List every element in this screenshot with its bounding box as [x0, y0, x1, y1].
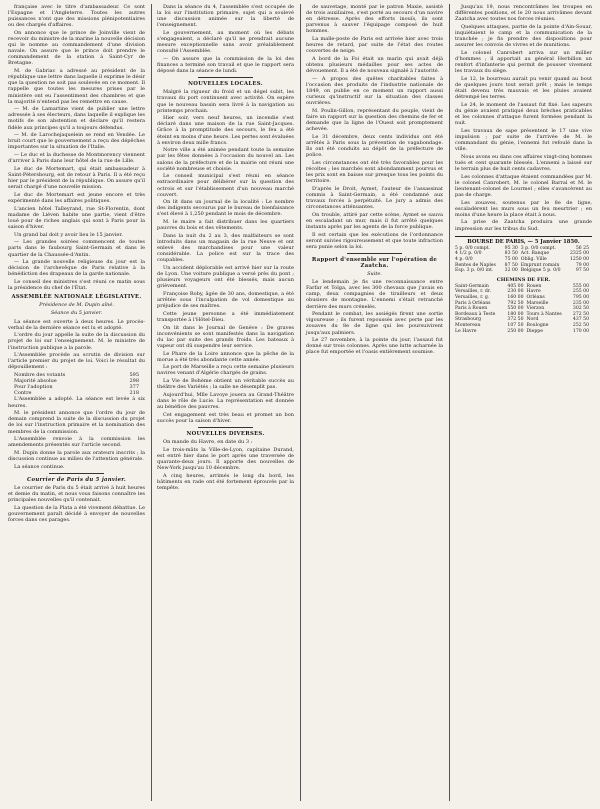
table-row: Paris à Rouen 550 00 Vierzon 302 50: [455, 306, 589, 312]
paragraph: Le gouvernement, au moment où les débats s'engageaient, a déclaré qu'il ne prendrait aucune mesure exceptionnelle sans avoir préalablement consulté l'Assemblée.: [157, 29, 294, 55]
newspaper-page: [8, 4, 592, 801]
paragraph: M. de Gabriac a adressé au président de la république une lettre dans laquelle il exprime le désir que la question ne soit pas soulevée en ce moment. Il rappelle que toutes les mesures prises par le ministère ont eu l'assentiment des chambres et que la majorité n'entend pas les remettre en cause.: [8, 68, 145, 105]
paragraph: Un grand bal doit y avoir lieu le 15 janvier.: [14, 231, 123, 238]
paragraph: — M. de Larochejaquelein se rend en Vendée. Le bruit court que le gouvernement a reçu des dépêches importantes sur la situation de l'Italie.: [8, 132, 145, 151]
paragraph: Cet engagement est très beau et promet un bon succès pour la saison d'hiver.: [157, 411, 294, 424]
paragraph: La question de la Plata a été vivement débattue. Le gouvernement paraît décidé à envoyer de nouvelles forces dans ces parages.: [8, 504, 145, 523]
railways-table: [455, 284, 592, 334]
paragraph: Le Phare de la Loire annonce que la pêche de la morue a été très abondante cette année.: [157, 350, 294, 363]
paragraph: Hier soir, vers neuf heures, un incendie s'est déclaré dans une maison de la rue Saint-Jacques. Grâce à la promptitude des secours, le feu a été éteint en moins d'une heure. Les pertes sont évaluées à environ deux mille francs.: [157, 115, 294, 146]
table-row: Rentes de Naples 87 50 Emprunt romain 79 00: [455, 262, 589, 268]
paragraph: L'Assemblée a adopté. La séance est levée à six heures.: [8, 396, 145, 409]
paragraph: Jusqu'au 19, nous rencontrâmes les troupes en différentes positions, et le 20 nous arrivâmes devant Zaatcha avec toutes nos forces réunies.: [455, 4, 592, 23]
divider: [198, 427, 253, 428]
column-3: [300, 4, 443, 801]
paragraph: — La grande nouvelle religieuse du jour est la décision de l'archevêque de Paris relative à la bénédiction des drapeaux de la garde nationale.: [8, 259, 145, 278]
table-row: Versailles, r. dr. 230 00 Havre 255 00: [455, 289, 589, 295]
paragraph: La séance continue.: [14, 463, 65, 470]
railways-title: CHEMINS DE FER.: [496, 276, 551, 283]
paragraph: On mande du Havre, en date du 3 :: [163, 439, 253, 446]
paragraph: Les colonnes d'attaque étaient commandées par M. le colonel Canrobert, M. le colonel Barral et M. le lieutenant-colonel de Lourmel ; elles s'avancèrent au pas de charge.: [455, 173, 592, 198]
paragraph: — On assure que la commission de la loi des finances a terminé son travail et que le rapport sera déposé dans la séance de lundi.: [157, 55, 294, 75]
paragraph: Le colonel Canrobert arriva sur un millier d'hommes ; il apportait au général Herbillon un renfort d'infanterie qui permit de pousser vivement les travaux du siège.: [455, 49, 592, 75]
paragraph: Les travaux de sape présentent le 17 une vive impulsion ; par suite de l'arrivée de M. le commandant du génie, l'ennemi fut refoulé dans la ville.: [455, 127, 592, 153]
table-row: Saint-Germain 405 00 Rouen 555 00: [455, 283, 589, 289]
column-2: [151, 4, 294, 801]
column-4: [449, 4, 592, 801]
paragraph: Le trois-mâts la Ville-de-Lyon, capitaine Durand, est entré hier dans le port après une traversée de quarante-deux jours. Il apporte des nouvelles de New-York jusqu'au 10 décembre.: [157, 446, 294, 472]
paragraph: Le lendemain je fis une reconnaissance entre Farfar et Tolga, avec les 300 chevaux que j'avais en camp, deux compagnies de tirailleurs et deux obusiers de montagne. L'ennemi s'était retranché derrière des murs crénelés.: [306, 279, 443, 310]
paragraph: Françoise Roby, âgée de 30 ans, domestique, a été arrêtée sous l'inculpation de vol domestique au préjudice de ses maîtres.: [157, 290, 294, 310]
paragraph: Le duc de Mortemart, qui était ambassadeur à Saint-Pétersbourg, est de retour à Paris. Il a été reçu hier par le président de la république. On assure qu'il serait chargé d'une nouvelle mission.: [8, 165, 145, 191]
paragraph: Notre ville a été animée pendant toute la semaine par les fêtes données à l'occasion du nouvel an. Les salons de la préfecture et de la mairie ont réuni une société nombreuse et choisie.: [157, 147, 294, 172]
divider: [49, 473, 104, 474]
divider: [198, 77, 253, 78]
vote-row: Pour l'adoption 377: [14, 384, 139, 391]
paragraph: Le 31 décembre, deux cents individus ont été arrêtés à Paris sous la prévention de vagabondage. Ils ont été conduits au dépôt de la préfecture de police.: [306, 133, 443, 159]
paragraph: M. le président annonce que l'ordre du jour de demain comprend la suite de la discussion du projet de loi sur l'instruction primaire et la nomination des membres de la commission.: [8, 410, 145, 435]
paragraph: Le duc de Mortemart est jeune encore et très expérimenté dans les affaires politiques.: [8, 191, 145, 204]
paragraph: Malgré la rigueur du froid et un dégel subit, les travaux du port continuent avec activité. On espère que le nouveau bassin sera livré à la navigation au printemps prochain.: [157, 89, 294, 114]
paragraph: La prise de Zaatcha produira une grande impression sur les tribus du Sud.: [455, 219, 592, 232]
paragraph: D'après le Droit, Aymet, l'auteur de l'assassinat commis à Saint-Germain, a été condamné aux travaux forcés à perpétuité. Le jury a admis des circonstances atténuantes.: [306, 185, 443, 211]
paragraph: On trouble, attiré par cette scène, Aymet se sauva en escaladant un mur, mais il fut arrêté quelques instants après par les agents de la force publique.: [306, 211, 443, 230]
paragraph: M. Dupin donne la parole aux orateurs inscrits ; la discussion continue au milieu de l'attention générale.: [8, 449, 145, 463]
assembly-president: Présidence de M. Dupin aîné.: [39, 302, 114, 309]
paragraph: La malle-poste de Paris est arrivée hier avec trois heures de retard, par suite de l'état des routes couvertes de neige.: [306, 36, 443, 55]
paragraph: On lit dans le Journal de Genève : De graves inconvénients se sont manifestés dans la navigation du lac par suite des grands froids. Les bateaux à vapeur ont dû suspendre leur service.: [157, 324, 294, 349]
paragraph: française avec le titre d'ambassadeur. Ce sont l'Espagne et l'Angleterre. Toutes les autres puissances n'ont que des missions plénipotentiaires ou des chargés d'affaires.: [8, 4, 145, 29]
paragraph: Les circonstances ont été très favorables pour les récoltes ; les marchés sont abondamment pourvus et les prix sont en baisse sur presque tous les points du territoire.: [306, 159, 443, 185]
vote-row: Contre 218: [14, 390, 139, 397]
paragraph: Le conseil des ministres s'est réuni ce matin sous la présidence du chef de l'État.: [8, 279, 145, 292]
paragraph: — M. de Lamartine vient de publier une lettre adressée à ses électeurs, dans laquelle il explique les motifs de son abstention et déclare qu'il restera fidèle aux principes qu'il a toujours défendus.: [8, 106, 145, 131]
bourse-title: BOURSE DE PARIS, — 5 Janvier 1850.: [455, 236, 592, 245]
paragraph: On annonce que le prince de Joinville vient de recevoir du ministre de la marine la nouvelle décision qui le nomme au commandement d'une division navale. On assure que le prince doit prendre le commandement de la station à Saint-Cyr de Bretagne.: [8, 29, 145, 67]
table-row: 5 p. 0/0 compt. 95 30 3 p. 0/0 compt. 56 25: [455, 245, 589, 251]
table-row: Versailles, r. g. 160 00 Orléans 795 00: [455, 294, 589, 300]
paragraph: Il est certain que les exécutions de l'ordonnance seront suivies rigoureusement et que toute infraction sera punie selon la loi.: [306, 231, 443, 250]
paragraph: — A propos des quêtes charitables faites à l'occasion des produits de l'industrie nationale de 1849, on publie en ce moment un rapport aussi curieux qu'instructif sur la situation des classes ouvrières.: [306, 75, 443, 107]
table-row: Le Havre 250 00 Dieppe 170 00: [455, 328, 589, 334]
paragraph: Pendant le combat, les assiégés firent une sortie vigoureuse ; ils furent repoussés avec perte par les zouaves du 8e de ligne qui les poursuivirent jusqu'aux palmiers.: [306, 311, 443, 336]
paragraph: La séance est ouverte à deux heures. Le procès-verbal de la dernière séance est lu et adopté.: [8, 318, 145, 331]
table-row: Montereau 107 50 Boulogne 252 50: [455, 322, 589, 328]
table-row: Strasbourg 372 50 Nord 437 50: [455, 317, 589, 323]
paragraph: A cinq heures, arrimés le long du bord, les bâtiments en rade ont été fortement éprouvés par la tempête.: [157, 472, 294, 491]
table-row: 4 p. 0/0 75 00 Oblig. Ville 1250 00: [455, 256, 589, 262]
paragraph: Nous avons eu dans ces affaires vingt-cinq hommes tués et cent quarante blessés. L'ennemi a laissé sur le terrain plus de huit cents cadavres.: [455, 153, 592, 172]
paragraph: L'ordre du jour appelle la suite de la discussion du projet de loi sur l'enseignement. M. le ministre de l'instruction publique a la parole.: [8, 332, 145, 351]
paragraph: Dans la nuit du 2 au 3, des malfaiteurs se sont introduits dans un magasin de la rue Neuve et ont enlevé des marchandises pour une valeur considérable. La police est sur la trace des coupables.: [157, 232, 294, 264]
paragraph: M. Poulin-Gillon, représentant du peuple, vient de faire un rapport sur la question des chemins de fer et demande que la ligne de l'Ouest soit promptement achevée.: [306, 107, 443, 133]
rapport-suite: Suite.: [367, 271, 382, 278]
paragraph: La Vie de Bohème obtient un véritable succès au théâtre des Variétés ; la salle ne désemplit pas.: [157, 378, 294, 391]
section-heading-assembly: ASSEMBLÉE NATIONALE LÉGISLATIVE.: [11, 294, 142, 301]
paragraph: L'ancien hôtel Talleyrand, rue St-Florentin, dont madame de Liéven habite une partie, vient d'être loué pour de riches anglais qui sont à Paris pour la saison d'hiver.: [8, 205, 145, 230]
paragraph: M. le maire a fait distribuer dans les quartiers pauvres du bois et des vêtements.: [157, 219, 294, 232]
paragraph: Dans la séance du 4, l'assemblée s'est occupée de la loi sur l'institution primaire, sujet qui a soulevé une discussion animée sur la liberté de l'enseignement.: [157, 4, 294, 29]
paragraph: L'Assemblée renvoie à la commission les amendements présentés sur l'article second.: [8, 436, 145, 449]
section-heading-rapport: Rapport d'ensemble sur l'opération de Zaatcha.: [311, 256, 438, 269]
assembly-date: Séance du 5 janvier.: [50, 310, 103, 317]
section-heading-courrier: Courrier de Paris du 5 janvier.: [26, 476, 127, 483]
section-heading-diverses: NOUVELLES DIVERSES.: [186, 431, 265, 437]
vote-row: Nombre des votants 595: [14, 372, 139, 379]
bourse-table: [455, 246, 592, 274]
paragraph: — Le duc et la duchesse de Montmorency viennent d'arriver à Paris dans leur hôtel de la rue de Lille.: [8, 152, 145, 165]
vote-results: [8, 372, 145, 396]
paragraph: Le 24, le moment de l'assaut fut fixé. Les sapeurs du génie avaient pratiqué deux brèches praticables et les colonnes d'attaque furent formées pendant la nuit.: [455, 101, 592, 127]
paragraph: L'Assemblée procède au scrutin de division sur l'article premier du projet de loi. Voici le résultat du dépouillement :: [8, 352, 145, 371]
section-heading-locales: NOUVELLES LOCALES.: [188, 81, 263, 88]
paragraph: Le port de Marseille a reçu cette semaine plusieurs navires venant d'Algérie chargés de grains.: [157, 364, 294, 377]
paragraph: Un accident déplorable est arrivé hier sur la route de Lyon. Une voiture publique a versé près du pont ; plusieurs voyageurs ont été blessés, mais aucun grièvement.: [157, 265, 294, 290]
paragraph: Le 27 novembre, à la pointe du jour, l'assaut fut donné sur trois colonnes. Après une lutte acharnée la place fut emportée et l'oasis entièrement soumise.: [306, 337, 443, 356]
paragraph: Quelques attaques, partie de la pointe d'Ain-Souar, inquiétaient le camp et la communication de la tranchée ; je fis prendre des dispositions pour assurer les convois de vivres et de munitions.: [455, 23, 592, 49]
paragraph: — Les grandes soirées commencent de toutes parts dans le faubourg Saint-Germain et dans le quartier de la Chaussée-d'Antin.: [8, 239, 145, 258]
paragraph: A bord de la Foi était un marin qui avait déjà obtenu plusieurs médailles pour ses actes de dévouement. Il a été de nouveau signalé à l'autorité.: [306, 55, 443, 75]
table-row: Bordeaux à Teste 180 00 Tours à Nantes 272 50: [455, 311, 589, 317]
paragraph: Aujourd'hui, Mlle Lavoye jouera au Grand-Théâtre dans le rôle de Lucie. La représentation est donnée au bénéfice des pauvres.: [157, 391, 294, 411]
paragraph: Cette jeune personne a été immédiatement transportée à l'Hôtel-Dieu.: [157, 310, 294, 323]
table-row: Esp. 3 p. 0/0 int. 32 00 Belgique 5 p. 0/0 97 50: [455, 268, 589, 274]
table-row: Paris à Orléans 792 50 Marseille 235 00: [455, 300, 589, 306]
paragraph: Le conseil municipal s'est réuni en séance extraordinaire pour délibérer sur la question des octrois et sur l'établissement d'un nouveau marché couvert.: [157, 173, 294, 198]
divider: [347, 253, 402, 254]
paragraph: Le 12, le bourreau aurait pu venir quand au bout de quelques jours tout serait prêt ; mais le temps était devenu très mauvais et les pluies avaient détrempé les terres.: [455, 75, 592, 101]
col1-intro: [8, 4, 145, 291]
paragraph: de sauvetage, monté par le patron Maxie, assisté de trois auxiliaires, s'est porté au secours d'un navire en détresse. Après des efforts inouïs, ils sont parvenus à sauver l'équipage composé de huit hommes.: [306, 4, 443, 35]
paragraph: Les zouaves, soutenus par le 8e de ligne, escaladèrent les murs sous un feu meurtrier ; en moins d'une heure la place était à nous.: [455, 199, 592, 218]
vote-row: Majorité absolue 298: [14, 378, 139, 385]
column-1: [8, 4, 145, 801]
table-row: 4 1/2 p. 0/0 83 50 Act. Banque 2325 00: [455, 251, 589, 257]
paragraph: On lit dans un journal de la localité : Le nombre des indigents secourus par le bureau de bienfaisance s'est élevé à 1,250 pendant le mois de décembre.: [157, 199, 294, 218]
paragraph: Le courrier de Paris du 5 était arrivé à huit heures et demie du matin, et nous vous faisons connaître les principales nouvelles qu'il contenait.: [8, 484, 145, 504]
